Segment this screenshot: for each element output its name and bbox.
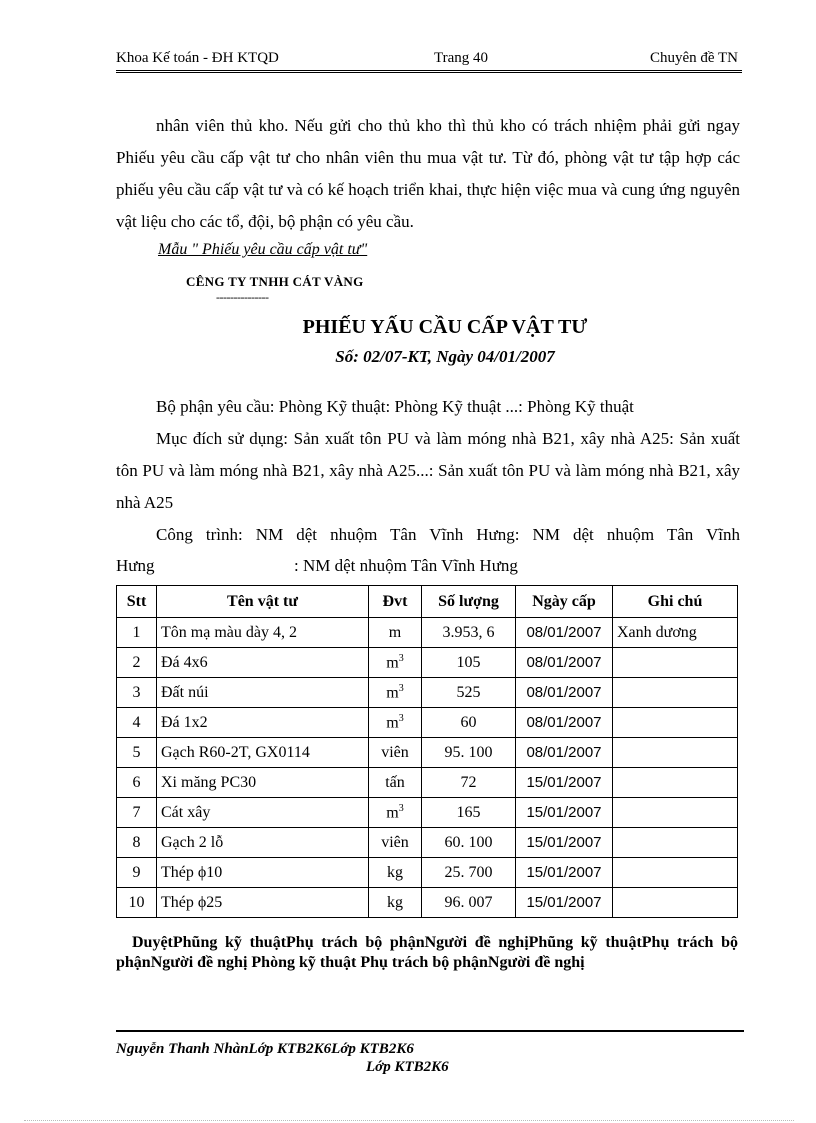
header-stt: Stt xyxy=(117,586,157,618)
form-title: PHIẾU YẤU CẦU CẤP VẬT TƯ xyxy=(302,316,588,338)
cell-unit: viên xyxy=(369,738,422,768)
cell-stt: 5 xyxy=(117,738,157,768)
project-field-line2a: Hưng xyxy=(116,556,155,575)
footer-rule xyxy=(116,1030,744,1032)
cell-stt: 9 xyxy=(117,858,157,888)
cell-quantity: 105 xyxy=(422,648,516,678)
signature-block: DuyệtPhũng kỹ thuậtPhụ trách bộ phậnNgười đề nghịPhũng kỹ thuậtPhụ trách bộ phậnNgười đề nghị Phòng kỹ thuật Phụ trách bộ phậnNgười đề nghị xyxy=(116,934,738,971)
cell-unit: $m^3$ xyxy=(369,798,422,828)
header-material-name: Tên vật tư xyxy=(157,586,369,618)
cell-unit: $m^3$ xyxy=(369,708,422,738)
cell-material-name: Gạch R60-2T, GX0114 xyxy=(157,738,369,768)
cell-quantity: 165 xyxy=(422,798,516,828)
company-underline: --------------- xyxy=(216,290,269,304)
cell-unit: kg xyxy=(369,858,422,888)
cell-unit: tấn xyxy=(369,768,422,798)
department-field: Bộ phận yêu cầu: Phòng Kỹ thuật: Phòng Kỹ thuật ...: Phòng Kỹ thuật xyxy=(156,397,634,416)
cell-issue-date: 08/01/2007 xyxy=(516,708,613,738)
cell-issue-date: 08/01/2007 xyxy=(516,648,613,678)
company-name: CÊNG TY TNHH CÁT VÀNG xyxy=(186,274,364,289)
cell-unit: kg xyxy=(369,888,422,918)
cell-unit: $m^3$ xyxy=(369,678,422,708)
header-page-number: Trang 40 xyxy=(434,50,489,66)
cell-stt: 2 xyxy=(117,648,157,678)
cell-material-name: Cát xây xyxy=(157,798,369,828)
materials-table xyxy=(116,585,738,918)
cell-note xyxy=(613,828,738,858)
cell-material-name: Xi măng PC30 xyxy=(157,768,369,798)
cell-note xyxy=(613,768,738,798)
cell-issue-date: 15/01/2007 xyxy=(516,858,613,888)
table-row xyxy=(117,678,738,708)
page-header xyxy=(116,48,742,73)
table-row xyxy=(117,738,738,768)
cell-issue-date: 08/01/2007 xyxy=(516,738,613,768)
cell-material-name: Đất núi xyxy=(157,678,369,708)
header-issue-date: Ngày cấp xyxy=(516,586,613,618)
template-title: Mẫu " Phiếu yêu cầu cấp vật tư" xyxy=(158,241,368,258)
cell-quantity: 3.953, 6 xyxy=(422,618,516,648)
header-faculty: Khoa Kế toán - ĐH KTQD xyxy=(116,50,279,66)
cell-issue-date: 08/01/2007 xyxy=(516,618,613,648)
page-edge xyxy=(24,1120,794,1121)
cell-note xyxy=(613,678,738,708)
cell-unit: m xyxy=(369,618,422,648)
cell-note xyxy=(613,648,738,678)
cell-stt: 7 xyxy=(117,798,157,828)
form-number: Số: 02/07-KT, Ngày 04/01/2007 xyxy=(335,347,555,366)
cell-quantity: 95. 100 xyxy=(422,738,516,768)
cell-stt: 1 xyxy=(117,618,157,648)
cell-issue-date: 15/01/2007 xyxy=(516,768,613,798)
cell-material-name: Thép ϕ25 xyxy=(157,888,369,918)
cell-quantity: 96. 007 xyxy=(422,888,516,918)
cell-stt: 10 xyxy=(117,888,157,918)
cell-issue-date: 15/01/2007 xyxy=(516,828,613,858)
cell-material-name: Gạch 2 lỗ xyxy=(157,828,369,858)
header-topic: Chuyên đề TN xyxy=(649,50,738,66)
header-quantity: Số lượng xyxy=(422,586,516,618)
cell-quantity: 25. 700 xyxy=(422,858,516,888)
cell-material-name: Tôn mạ màu dày 4, 2 xyxy=(157,618,369,648)
table-row xyxy=(117,768,738,798)
cell-issue-date: 15/01/2007 xyxy=(516,798,613,828)
cell-quantity: 525 xyxy=(422,678,516,708)
page-footer xyxy=(116,1040,449,1076)
cell-quantity: 60. 100 xyxy=(422,828,516,858)
cell-note xyxy=(613,738,738,768)
cell-note xyxy=(613,798,738,828)
cell-note: Xanh dương xyxy=(613,618,738,648)
cell-stt: 8 xyxy=(117,828,157,858)
cell-unit: $m^3$ xyxy=(369,648,422,678)
header-note: Ghi chú xyxy=(613,586,738,618)
cell-stt: 4 xyxy=(117,708,157,738)
cell-note xyxy=(613,708,738,738)
cell-note xyxy=(613,858,738,888)
table-row xyxy=(117,888,738,918)
footer-author-class: Nguyễn Thanh NhànLớp KTB2K6Lớp KTB2K6 xyxy=(116,1041,414,1057)
footer-class: Lớp KTB2K6 xyxy=(366,1059,449,1075)
table-row xyxy=(117,858,738,888)
project-field-line2b: : NM dệt nhuộm Tân Vĩnh Hưng xyxy=(294,556,518,575)
cell-material-name: Đá 1x2 xyxy=(157,708,369,738)
purpose-field: Mục đích sử dụng: Sản xuất tôn PU và làm móng nhà B21, xây nhà A25: Sản xuất tôn PU và làm móng nhà B21, xây nhà A25...: Sản xuất tôn PU và làm móng nhà B21, xây nhà A25 xyxy=(116,429,740,512)
table-header-row xyxy=(117,586,738,618)
cell-issue-date: 15/01/2007 xyxy=(516,888,613,918)
table-row xyxy=(117,648,738,678)
project-field-line1: Công trình: NM dệt nhuộm Tân Vĩnh Hưng: NM dệt nhuộm Tân Vĩnh xyxy=(156,525,740,544)
table-row xyxy=(117,618,738,648)
cell-material-name: Đá 4x6 xyxy=(157,648,369,678)
table-row xyxy=(117,828,738,858)
header-unit: Đvt xyxy=(369,586,422,618)
cell-quantity: 72 xyxy=(422,768,516,798)
cell-note xyxy=(613,888,738,918)
table-row xyxy=(117,798,738,828)
cell-quantity: 60 xyxy=(422,708,516,738)
cell-material-name: Thép ϕ10 xyxy=(157,858,369,888)
cell-stt: 3 xyxy=(117,678,157,708)
cell-issue-date: 08/01/2007 xyxy=(516,678,613,708)
intro-paragraph: nhân viên thủ kho. Nếu gửi cho thủ kho thì thủ kho có trách nhiệm phải gửi ngay Phiếu yêu cầu cấp vật tư cho nhân viên thu mua vật tư. Từ đó, phòng vật tư tập hợp các phiếu yêu cầu cấp vật tư và có kế hoạch triển khai, thực hiện việc mua và cung ứng nguyên vật liệu cho các tổ, đội, bộ phận có yêu cầu. xyxy=(116,116,740,231)
cell-unit: viên xyxy=(369,828,422,858)
table-row xyxy=(117,708,738,738)
cell-stt: 6 xyxy=(117,768,157,798)
